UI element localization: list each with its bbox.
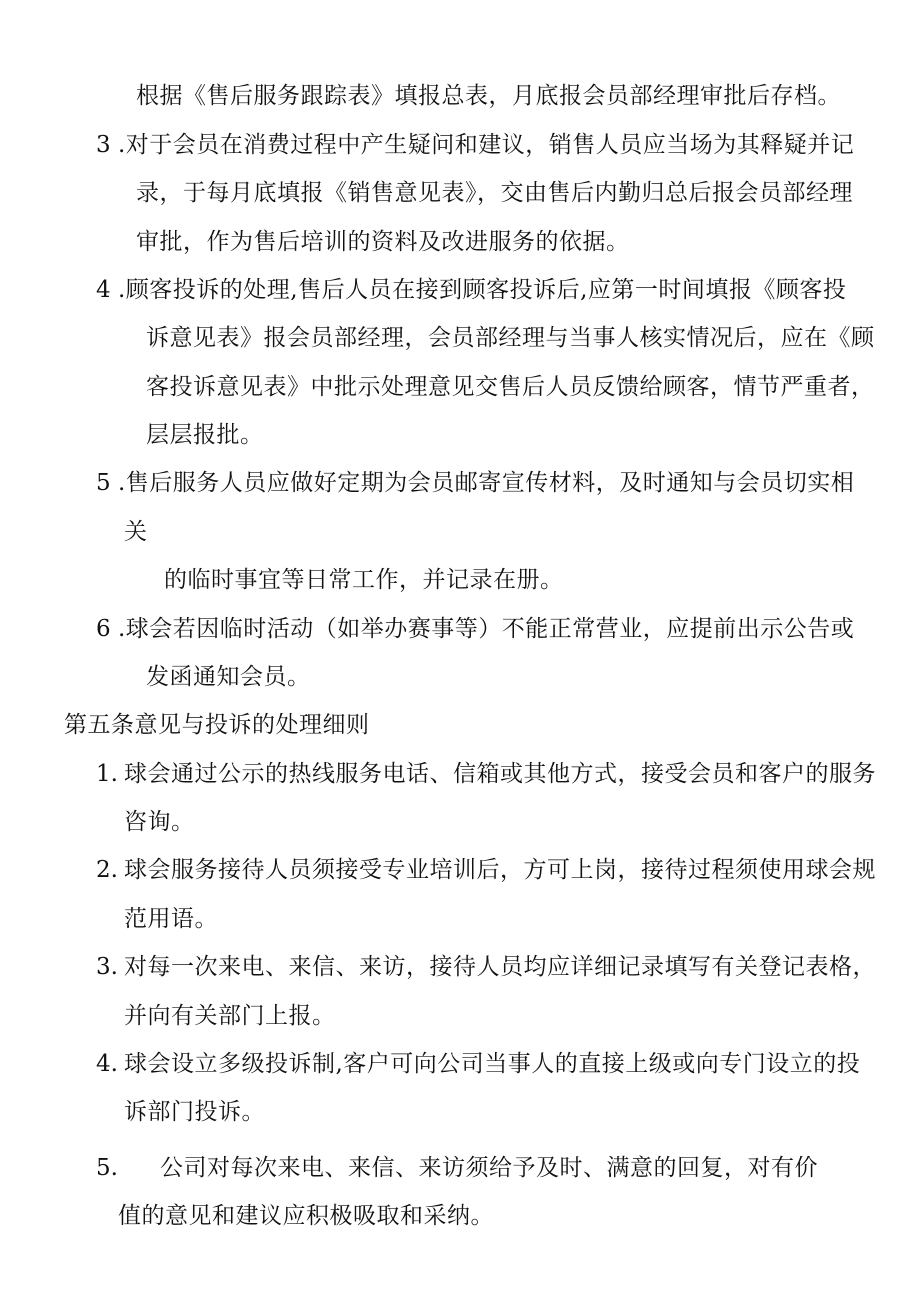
list-item-number: 3. — [96, 954, 118, 980]
list-item-line: 范用语。 — [124, 906, 218, 932]
paragraph-line: 根据《售后服务跟踪表》填报总表，月底报会员部经理审批后存档。 — [136, 83, 841, 109]
list-item-number: 1. — [96, 761, 118, 787]
list-item-line: 关 — [124, 519, 148, 545]
list-item-line: 发函通知会员。 — [146, 664, 311, 690]
list-item-line: 球会设立多级投诉制,客户可向公司当事人的直接上级或向专门设立的投 — [124, 1051, 861, 1077]
list-item-number: 5. — [96, 1155, 118, 1181]
list-item-number: 4. — [96, 1051, 118, 1077]
list-item-line: 球会服务接待人员须接受专业培训后，方可上岗，接待过程须使用球会规 — [124, 857, 876, 883]
list-item-line: 球会通过公示的热线服务电话、信箱或其他方式，接受会员和客户的服务 — [124, 761, 876, 787]
list-item-line: 层层报批。 — [146, 422, 264, 448]
list-item-number: 5 — [96, 470, 111, 496]
list-item-line: 对每一次来电、来信、来访，接待人员均应详细记录填写有关登记表格， — [124, 954, 876, 980]
list-item-number: 4 — [96, 277, 111, 303]
list-item-line: 审批，作为售后培训的资料及改进服务的依据。 — [136, 229, 630, 255]
list-item-number: 6 — [96, 616, 111, 642]
list-item-line: .售后服务人员应做好定期为会员邮寄宣传材料，及时通知与会员切实相 — [118, 470, 855, 496]
list-item-line: .顾客投诉的处理,售后人员在接到顾客投诉后,应第一时间填报《顾客投 — [118, 277, 847, 303]
list-item-line: 诉意见表》报会员部经理，会员部经理与当事人核实情况后，应在《顾 — [146, 325, 875, 351]
list-item-line: 的临时事宜等日常工作，并记录在册。 — [164, 567, 564, 593]
list-item-line: 值的意见和建议应积极吸取和采纳。 — [118, 1203, 494, 1229]
list-item-line: 咨询。 — [124, 809, 195, 835]
list-item-line: .对于会员在消费过程中产生疑问和建议，销售人员应当场为其释疑并记 — [118, 132, 855, 158]
list-item-number: 2. — [96, 857, 118, 883]
list-item-number: 3 — [96, 132, 111, 158]
list-item-line: 并向有关部门上报。 — [124, 1003, 336, 1029]
list-item-line: .球会若因临时活动（如举办赛事等）不能正常营业，应提前出示公告或 — [118, 616, 855, 642]
list-item-line: 诉部门投诉。 — [124, 1099, 265, 1125]
section-heading: 第五条意见与投诉的处理细则 — [64, 712, 370, 738]
list-item-line: 公司对每次来电、来信、来访须给予及时、满意的回复，对有价 — [160, 1155, 818, 1181]
list-item-line: 客投诉意见表》中批示处理意见交售后人员反馈给顾客，情节严重者， — [146, 374, 875, 400]
list-item-line: 录，于每月底填报《销售意见表》，交由售后内勤归总后报会员部经理 — [136, 180, 853, 206]
